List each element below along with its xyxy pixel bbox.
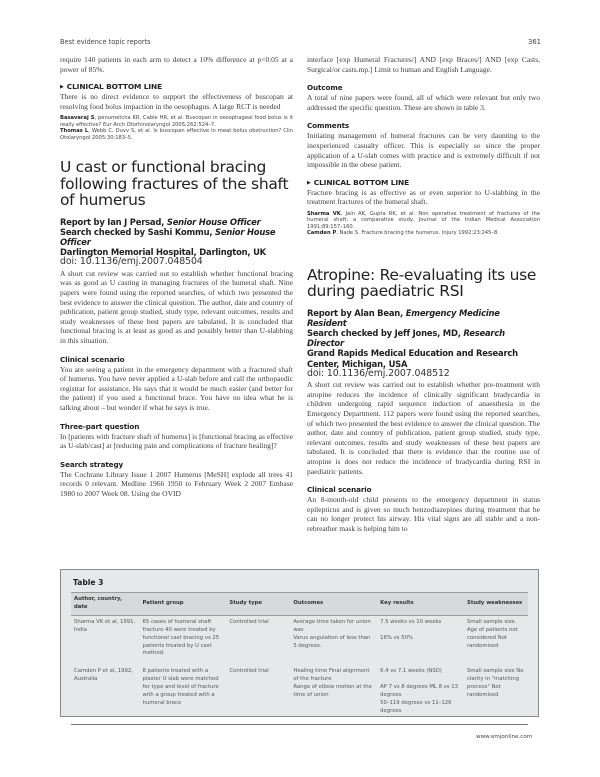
doi-link[interactable]: doi: 10.1136/emj.2007.048512 bbox=[307, 367, 450, 379]
journal-url[interactable]: www.emjonline.com bbox=[476, 734, 533, 740]
search-strategy-text: The Cochrane Library Issue 1 2007 Humerus [MeSH] explode all trees 41 records 0 relevant. Medline 1966 1950 to February Week 2 2007 Embase 1980 to 2007 Week 08. Using the OVID bbox=[60, 469, 293, 498]
cell-key-results: 6.4 vs 7.1 weeks (NSD) AP 7 vs 8 degrees ML 8 vs 13 degrees 50–119 degrees vs 11–126 degrees bbox=[377, 665, 464, 724]
references-list bbox=[60, 115, 293, 141]
clinical-bottom-line-heading: ▶ CLINICAL BOTTOM LINE bbox=[60, 82, 163, 92]
cell-outcomes: Average time taken for union was Varus angulation of less than 5 degrees. bbox=[293, 618, 371, 649]
institution: Grand Rapids Medical Education and Research Center, Michigan, USA bbox=[307, 348, 518, 369]
clinical-scenario-text: An 8-month-old child presents to the emergency department in status epilepticus and is given so much benzodiazepines during treatment that he can no longer protect his airway. His vital signs are all stable and a non-rebreather mask is helping him to bbox=[307, 495, 540, 533]
table-header-row bbox=[71, 593, 528, 616]
page-number: 361 bbox=[528, 38, 541, 46]
table-title: Table 3 bbox=[73, 578, 104, 587]
right-column bbox=[307, 55, 540, 534]
cell-outcomes: Healing time Final alignment of the fracture Range of elbow motion at the time of union bbox=[290, 665, 377, 724]
cell-patient-group: 8 patients treated with a plaster U slab were matched for type and level of fracture with a group treated with a humeral brace bbox=[140, 665, 227, 724]
clinical-bottom-line-heading: ▶ CLINICAL BOTTOM LINE bbox=[307, 177, 410, 187]
left-column bbox=[60, 55, 293, 499]
column-header: Study weaknesses bbox=[464, 593, 528, 616]
section-heading: Search strategy bbox=[60, 459, 124, 469]
references-list bbox=[307, 211, 540, 237]
report-byline: Report by Ian J Persad, Senior House Officer bbox=[60, 216, 261, 227]
reference-item: Sharma VK, Jain AK, Gupta RK, et al. Non operative treatment of fractures of the humeral shaft: a comparative study. Journal of the Indian Medical Association 1991;89:157–160. bbox=[307, 210, 540, 230]
column-header: Author, country, date bbox=[71, 593, 140, 616]
cell-author: Camden P et al, 1992, Australia bbox=[71, 665, 140, 724]
search-strategy-continued: interface [exp Humeral Fractures/] AND [exp Braces/] AND [exp Casts, Surgical/or casts.mp.] Limit to human and English Language. bbox=[307, 55, 540, 74]
evidence-table bbox=[71, 592, 528, 725]
table-3 bbox=[60, 569, 539, 717]
cell-study-type: Controlled trial bbox=[226, 665, 290, 724]
clinical-bottom-line-text: There is no direct evidence to support the effectiveness of buscopan at resolving food bolus impaction in the oesophagus. A large RCT is needed bbox=[60, 92, 293, 111]
reference-item: Basavaraj S, penumetcha KR, Cable HR, et al. Buscopan in oesophageal food bolus is it really effective? Eur Arch Otorhinolaryngol 2005;262:524–7. bbox=[60, 115, 293, 128]
intro-paragraph: require 140 patients in each arm to detect a 10% difference at p<0.05 at a power of 85%. bbox=[60, 55, 293, 74]
search-checked-byline: Search checked by Sashi Kommu, Senior House Officer bbox=[60, 226, 276, 247]
table-row bbox=[71, 615, 528, 665]
abstract: A short cut review was carried out to establish whether functional bracing was as good as U casting in managing fractures of the humeral shaft. Nine papers were found using the reported searches, of which two presented the best evidence to answer the clinical question. The author, date and country of publication, patient group studied, study type, relevant outcomes, results and study weaknesses of these best papers are tabulated. It is concluded that functional bracing is at least as good as and possibly better than U-slabbing in this situation. bbox=[60, 268, 293, 345]
article-title: U cast or functional bracing following fractures of the shaft of humerus bbox=[60, 158, 289, 209]
outcome-text: A total of nine papers were found, all of which were relevant but only two addressed the specific question. These are shown in table 3. bbox=[307, 93, 540, 112]
column-header: Study type bbox=[226, 593, 290, 616]
report-byline: Report by Alan Bean, Emergency Medicine Resident bbox=[307, 307, 500, 328]
section-heading: Three-part question bbox=[60, 421, 140, 431]
reference-item: Thomas L, Webb C, Duvv S, et al. Is buscopan effective in meat bolus obstruction? Clin Otolaryngol 2005;30:183–5. bbox=[60, 128, 293, 141]
clinical-bottom-line-text: Fracture bracing is as effective as or even superior to U-slabbing in the treatment fractures of the humeral shaft. bbox=[307, 187, 540, 207]
cell-study-type: Controlled trial bbox=[229, 618, 269, 625]
institution: Darlington Memorial Hospital, Darlington, UK bbox=[60, 247, 266, 258]
section-heading: Comments bbox=[307, 121, 350, 131]
cell-key-results: 7.5 weeks vs 10 weeks 16% vs 50% bbox=[380, 618, 442, 641]
column-header: Outcomes bbox=[290, 593, 377, 616]
abstract: A short cut review was carried out to establish whether pre-treatment with atropine reduces the incidence of clinically significant bradycardia in children undergoing rapid sequence induction of anaesthesia in the Emergency Department. 112 papers were found using the reported searches, of which two presented the best evidence to answer the clinical question. The author, date and country of publication, patient group studied, study type, relevant outcomes, results and study weaknesses of these best papers are tabulated. It is concluded that there is evidence that the routine use of atropine is does not reduce the incidence of bradycardia during RSI in paediatric patients. bbox=[307, 380, 540, 476]
cell-author: Sharma VK et al, 1991, India bbox=[74, 618, 136, 633]
search-checked-byline: Search checked by Jeff Jones, MD, Research Director bbox=[307, 327, 505, 349]
cell-patient-group: 65 cases of humeral shaft fracture 40 were treated by functional cast bracing vs 25 patients treated by U cast method. bbox=[142, 618, 220, 657]
three-part-question-text: In [patients with fracture shaft of humerus] is [functional bracing as effective as U-slab/cast] at [reducing pain and complications of fracture healing]? bbox=[60, 431, 293, 451]
column-header: Key results bbox=[377, 593, 464, 616]
cell-weaknesses: Small sample size No clarity in "matching process" Not randomised bbox=[464, 665, 528, 724]
comments-text: Initiating management of humeral fractures can be very daunting to the inexperienced casualty officer. This is especially so since the proper application of a U-slab comes with practice and is extremely difficult if not impossible in the obese patient. bbox=[307, 131, 540, 170]
section-heading: Clinical scenario bbox=[60, 354, 125, 364]
section-heading: Outcome bbox=[307, 83, 343, 93]
section-heading: Clinical scenario bbox=[307, 485, 372, 495]
clinical-scenario-text: You are seeing a patient in the emergency department with a fractured shaft of humerus. You have never applied a U-slab before and call the orthopaedic registrar for assistance. He says that it would be much easier (and better for the patient) if you used a functional brace. You have no idea what he is talking about – but wonder if what he says is true. bbox=[60, 364, 293, 412]
running-head: Best evidence topic reports bbox=[60, 38, 151, 46]
triangle-bullet-icon: ▶ bbox=[60, 84, 64, 91]
table-row bbox=[71, 665, 528, 724]
article-title: Atropine: Re-evaluating its use during paediatric RSI bbox=[307, 265, 537, 301]
reference-item: Camden P, Nade S. Fracture bracing the humerus. Injury 1992;23:245–8. bbox=[307, 230, 499, 237]
doi-link[interactable]: doi: 10.1136/emj.2007.048504 bbox=[60, 256, 203, 268]
cell-weaknesses: Small sample size. Age of patients not considered Not randomised bbox=[467, 618, 518, 649]
column-header: Patient group bbox=[140, 593, 227, 616]
triangle-bullet-icon: ▶ bbox=[307, 179, 311, 186]
